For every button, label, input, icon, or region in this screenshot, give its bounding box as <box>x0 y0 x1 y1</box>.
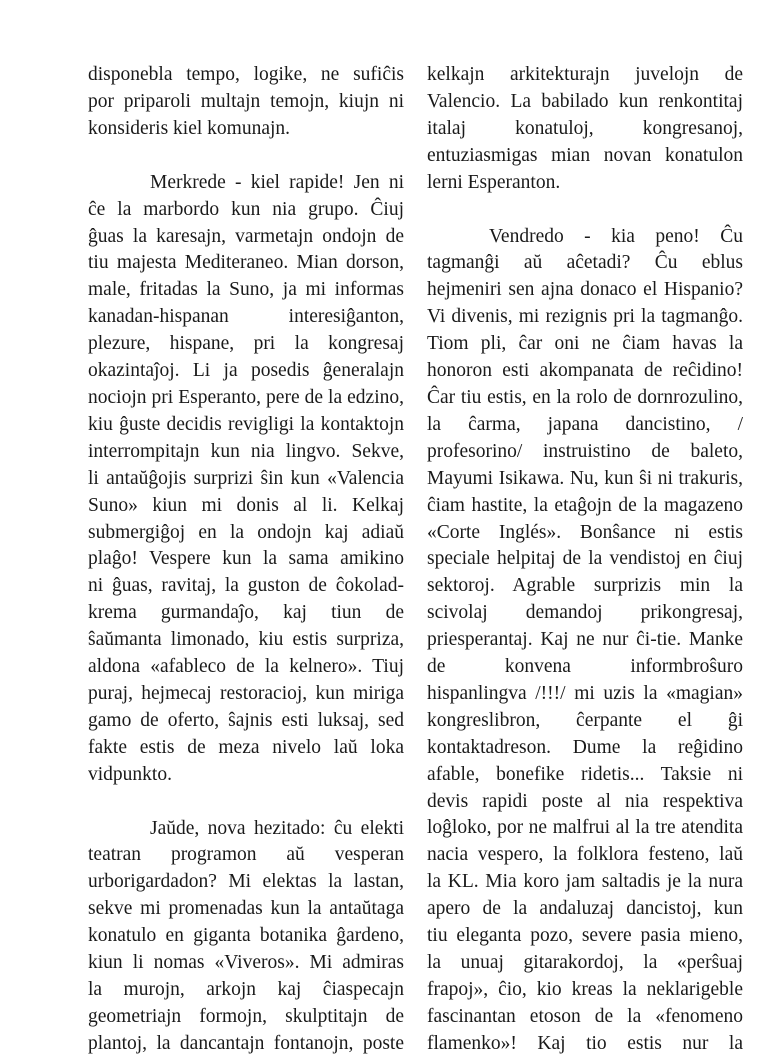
text-line: tagmanĝi aŭ aĉetadi? Ĉu eblus <box>427 252 743 274</box>
text-line: submergiĝoj en la ondojn kaj adiaŭ <box>88 521 404 543</box>
right-paragraph-2 <box>427 224 743 1058</box>
text-line: konatulo en giganta botanika ĝardeno, <box>88 925 404 947</box>
text-line: loĝloko, por ne malfrui al la tre atendita <box>427 817 743 839</box>
text-line: krema gurmandaĵo, kaj tiun de <box>88 602 404 624</box>
text-line: plaĝo! Vespere kun la sama amikino <box>88 548 404 570</box>
text-line: la unuaj gitarakordoj, la «perŝuaj <box>427 952 743 973</box>
text-line: Jaŭde, nova hezitado: ĉu elekti <box>150 817 404 839</box>
right-column <box>427 62 743 1058</box>
text-line: kiu ĝuste decidis revigligi la kontaktojn <box>88 413 404 435</box>
text-line: la ĉarma, japana dancistino, / <box>427 413 743 435</box>
text-line: gamo de oferto, ŝajnis esti luksaj, sed <box>88 709 404 731</box>
text-line: apero de la andaluzaj dancistoj, kun <box>427 898 743 920</box>
text-line: scivolaj demandoj prikongresaj, <box>427 602 743 624</box>
text-line: speciale helpitaj de la vendistoj en ĉiuj <box>427 548 743 570</box>
text-line: afable, bonefike ridetis... Taksie ni <box>427 763 743 785</box>
text-line: plantoj, la dancantajn fontanojn, poste <box>88 1032 404 1054</box>
text-line: priesperantaj. Kaj ne nur ĉi-tie. Manke <box>427 629 743 651</box>
text-line: ni ĝuas, ravitaj, la guston de ĉokolad- <box>88 575 404 597</box>
text-line: kongreslibron, ĉerpante el ĝi <box>427 709 743 731</box>
text-line: geometriajn formojn, skulptitajn de <box>88 1005 404 1027</box>
text-line: ĝuas la karesajn, varmetajn ondojn de <box>88 225 404 247</box>
text-line: urborigardadon? Mi elektas la lastan, <box>88 871 404 893</box>
text-line: lerni Esperanton. <box>427 171 561 193</box>
text-line: devis rapidi poste al nia respektiva <box>427 790 743 812</box>
paragraph-gap <box>88 789 404 816</box>
text-line: teatran programon aŭ vesperan <box>88 844 404 866</box>
left-paragraph-2 <box>88 170 404 789</box>
text-line: fascinantan etoson de la «fenomeno <box>427 1005 743 1027</box>
left-column <box>88 62 404 1058</box>
right-paragraph-1 <box>427 62 743 197</box>
text-line: ŝaŭmanta limonado, kiu estis surpriza, <box>88 629 404 651</box>
text-line: li antaŭĝojis surprizi ŝin kun «Valencia <box>88 467 404 489</box>
text-line: tiu majesta Mediteraneo. Mian dorson, <box>88 252 404 274</box>
text-line: ĉe la marbordo kun nia grupo. Ĉiuj <box>88 198 404 220</box>
paragraph-gap <box>88 143 404 170</box>
left-paragraph-1 <box>88 62 404 143</box>
text-line: entuziasmigas mian novan konatulon <box>427 144 743 166</box>
text-line: Mayumi Isikawa. Nu, kun ŝi ni trakuris, <box>427 467 743 489</box>
text-line: flamenko»! Kaj tio estis nur la <box>427 1032 743 1054</box>
text-line: frapoj», ĉio, kio kreas la neklarigeble <box>427 978 743 1000</box>
text-line: kanadan-hispanan interesiĝanton, <box>88 306 404 328</box>
text-line: fakte estis de meza nivelo laŭ loka <box>88 736 404 758</box>
text-line: plezure, hispane, pri la kongresaj <box>88 333 404 355</box>
paragraph-gap <box>427 197 743 224</box>
text-line: la murojn, arkojn kaj ĉiaspecajn <box>88 979 404 1000</box>
text-line: de konvena informbroŝuro <box>427 656 743 678</box>
text-line: ĉiam hastite, la etaĝojn de la magazeno <box>427 494 743 516</box>
left-paragraph-3 <box>88 816 404 1058</box>
text-line: italaj konatuloj, kongresanoj, <box>427 117 743 139</box>
text-line: tiu eleganta pozo, severe pasia mieno, <box>427 925 743 947</box>
text-line: Merkrede - kiel rapide! Jen ni <box>150 171 404 193</box>
text-line: «Corte Inglés». Bonŝance ni estis <box>427 521 743 543</box>
text-line: male, fritadas la Suno, ja mi informas <box>88 279 404 301</box>
text-line: kiun li nomas «Viveros». Mi admiras <box>88 952 404 974</box>
text-line: sektoroj. Agrable surprizis min la <box>427 575 743 597</box>
text-line: profesorino/ instruistino de baleto, <box>427 440 743 462</box>
text-line: disponebla tempo, logike, ne sufiĉis <box>88 64 404 85</box>
text-line: kontaktadreson. Dume la reĝidino <box>427 736 743 758</box>
text-line: vidpunkto. <box>88 763 172 785</box>
text-line: aldona «afableco de la kelnero». Tiuj <box>88 656 404 678</box>
text-line: kelkajn arkitekturajn juvelojn de <box>427 64 743 85</box>
text-line: konsideris kiel komunajn. <box>88 117 291 139</box>
text-line: la KL. Mia koro jam saltadis je la nura <box>427 871 743 893</box>
text-line: sekve mi promenadas kun la antaŭtaga <box>88 898 404 920</box>
text-line: puraj, hejmecaj restoracioj, kun miriga <box>88 682 404 704</box>
text-line: hejmeniri sen ajna donaco el Hispanio? <box>427 279 743 301</box>
text-line: nociojn pri Esperanto, pere de la edzino, <box>88 386 404 408</box>
text-line: interrompitajn kun nia lingvo. Sekve, <box>88 440 404 462</box>
text-line: hispanlingva /!!!/ mi uzis la «magian» <box>427 682 743 704</box>
text-line: por priparoli multajn temojn, kiujn ni <box>88 90 404 112</box>
text-line: okazintaĵoj. Li ja posedis ĝeneralajn <box>88 360 404 382</box>
text-line: Suno» kiun mi donis al li. Kelkaj <box>88 494 404 516</box>
text-line: Ĉar tiu estis, en la rolo de dornrozulino, <box>427 386 743 408</box>
text-line: Vendredo - kia peno! Ĉu <box>489 225 743 247</box>
text-line: Tiom pli, ĉar oni ne ĉiam havas la <box>427 333 743 355</box>
text-line: Vi divenis, mi rezignis pri la tagmanĝo. <box>427 306 743 328</box>
text-line: Valencio. La babilado kun renkontitaj <box>427 90 743 112</box>
text-line: honoron esti akompanata de reĉidino! <box>427 360 743 382</box>
text-line: nacia vespero, la folklora festeno, laŭ <box>427 844 743 866</box>
